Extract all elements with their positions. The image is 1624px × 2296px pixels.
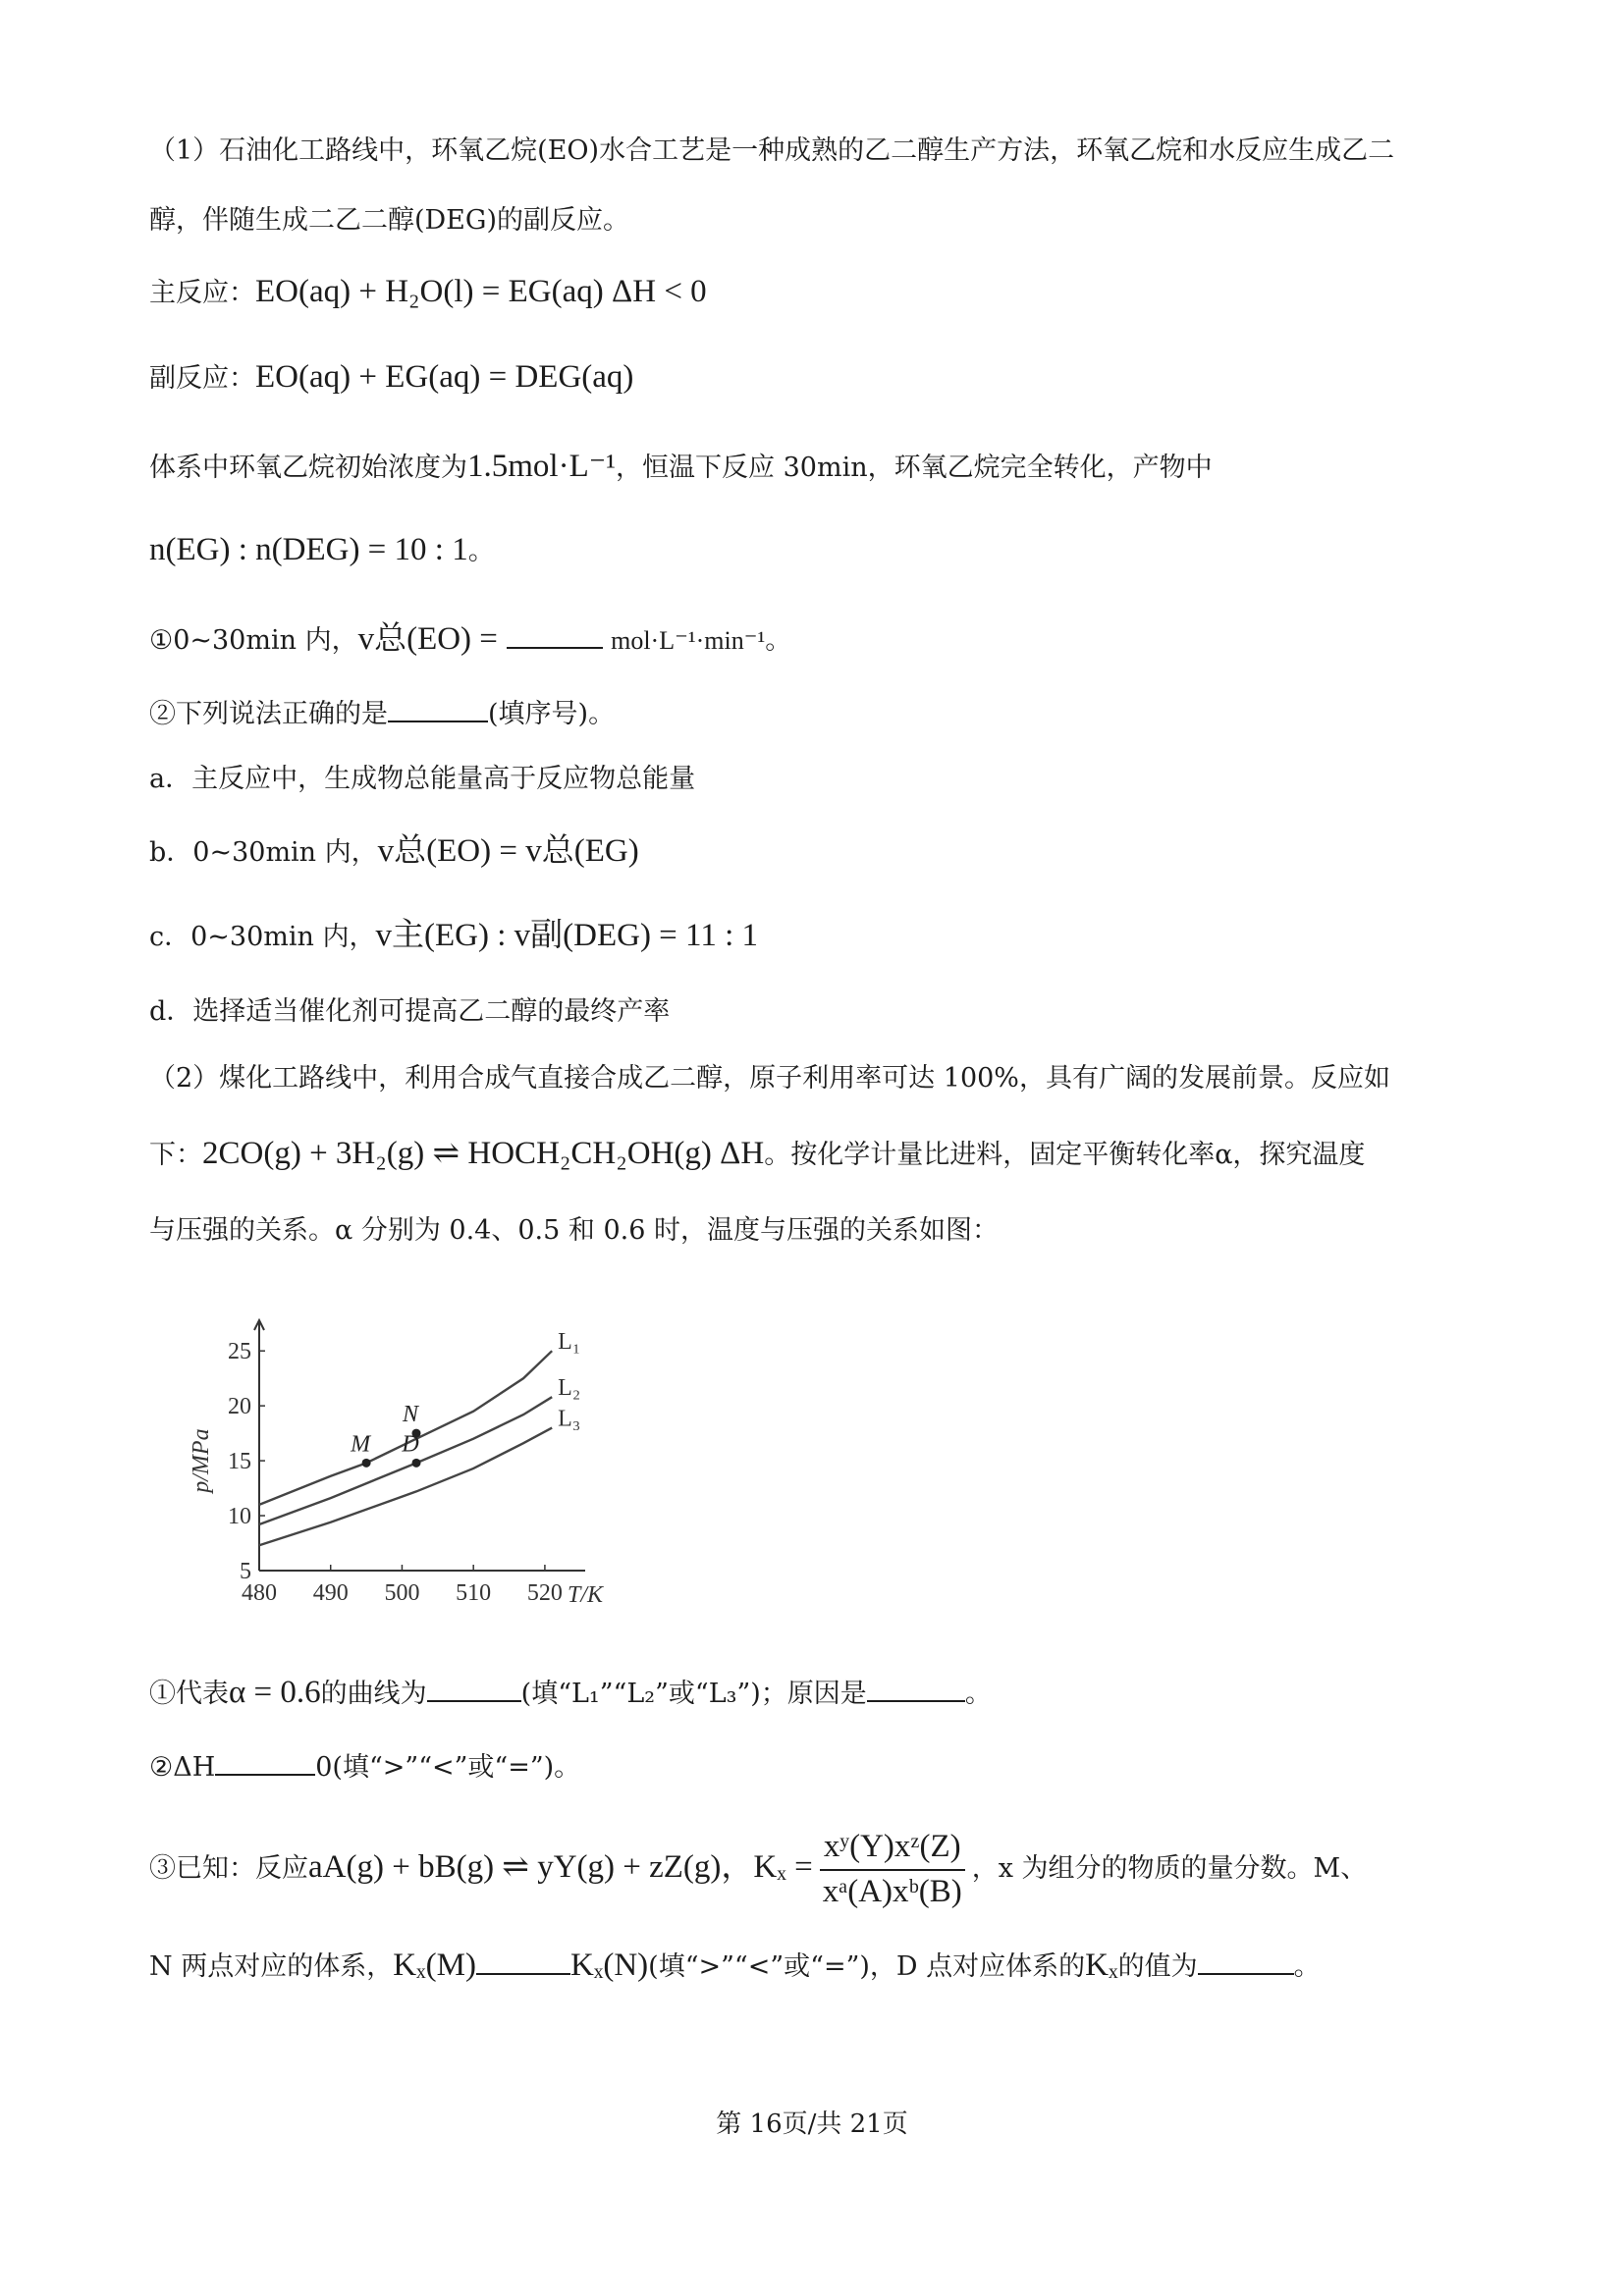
p2-q1-line (149, 1674, 992, 1713)
option-d: d．选择适当催化剂可提高乙二醇的最终产率 (149, 996, 671, 1027)
p2-q1-prefix: ①代表 (149, 1679, 229, 1709)
x-tick-label: 520 (526, 1580, 563, 1606)
point-D (412, 1459, 421, 1468)
p2-q3-line2-suffix: 的值为 (1117, 1951, 1198, 1982)
option-a: a．主反应中，生成物总能量高于反应物总能量 (149, 764, 696, 794)
option-c-prefix: c．0~30min 内， (149, 922, 376, 952)
y-tick-label: 25 (228, 1339, 251, 1365)
main-reaction-label: 主反应： (149, 278, 255, 308)
part1-intro-line2: 醇，伴随生成二乙二醇(DEG)的副反应。 (149, 205, 629, 236)
p2-q3-compare-blank[interactable] (476, 1972, 570, 1975)
point-label-D: D (402, 1431, 419, 1458)
p2-q3-end: 。 (1293, 1951, 1321, 1982)
x-tick-label: 500 (384, 1580, 420, 1606)
p2-q3-value-blank[interactable] (1198, 1972, 1294, 1975)
ratio-end: 。 (467, 536, 495, 566)
side-reaction-label: 副反应： (149, 363, 255, 394)
series-line-1 (259, 1351, 552, 1505)
q2-suffix: (填序号)。 (488, 699, 616, 729)
ratio-equation: n(EG) : n(DEG) = 10 : 1 (149, 532, 468, 567)
p2-q3-line2 (149, 1947, 1321, 1986)
y-axis-label: p/MPa (189, 1428, 214, 1493)
p2-q3-line2-mid: (填“>”“<”或“=”)，D 点对应体系的 (648, 1951, 1086, 1982)
main-reaction-equation: EO(aq) + H₂O(l) = EG(aq) ΔH < 0 (255, 274, 707, 309)
kx-m: Kₓ(M) (393, 1948, 476, 1983)
chart-series (259, 1329, 580, 1545)
point-M (362, 1459, 371, 1468)
q1-expression: v总(EO) = (357, 621, 498, 657)
series-label-1: L₁ (558, 1329, 581, 1356)
p2-q2-line (149, 1752, 580, 1784)
part2-intro-suffix: 。按化学计量比进料，固定平衡转化率α，探究温度 (764, 1140, 1366, 1170)
x-tick-label: 480 (242, 1580, 277, 1606)
p2-q3-suffix: ，x 为组分的物质的量分数。M、 (971, 1853, 1368, 1885)
q2-prefix: ②下列说法正确的是 (149, 699, 388, 729)
y-tick-label: 10 (228, 1504, 251, 1530)
part1-intro-line1: （1）石油化工路线中，环氧乙烷(EO)水合工艺是一种成熟的乙二醇生产方法，环氧乙烷和水反应生成乙二 (149, 135, 1395, 166)
point-label-M: M (351, 1431, 371, 1458)
series-label-2: L₂ (558, 1375, 581, 1402)
y-tick-label: 20 (228, 1394, 251, 1420)
q1-line (149, 620, 791, 660)
condition-text: 体系中环氧乙烷初始浓度为 (149, 453, 467, 483)
pressure-temperature-chart (177, 1276, 628, 1629)
initial-concentration: 1.5mol·L⁻¹ (467, 449, 617, 484)
kx-denominator: xᵃ(A)xᵇ(B) (822, 1873, 962, 1909)
main-reaction (149, 273, 707, 312)
p2-q1-mid: 的曲线为 (320, 1679, 427, 1709)
p2-q3-line2-prefix: N 两点对应的体系， (149, 1951, 394, 1982)
q1-answer-blank[interactable] (507, 646, 603, 649)
p2-q3-kx-label: ，Kₓ = (721, 1849, 813, 1886)
q2-answer-blank[interactable] (388, 720, 488, 722)
y-tick-label: 15 (228, 1449, 251, 1475)
p2-q1-expression: α = 0.6 (229, 1675, 321, 1710)
x-tick-label: 490 (312, 1580, 349, 1606)
part2-intro-line3: 与压强的关系。α 分别为 0.4、0.5 和 0.6 时，温度与压强的关系如图： (149, 1215, 999, 1246)
part2-reaction-equation: 2CO(g) + 3H₂(g) ⇌ HOCH₂CH₂OH(g) ΔH (202, 1136, 765, 1171)
p2-q2-answer-blank[interactable] (215, 1773, 315, 1776)
y-tick-label: 5 (240, 1559, 251, 1584)
condition-text-2: ，恒温下反应 30min，环氧乙烷完全转化，产物中 (616, 453, 1213, 483)
x-axis-label: T/K (568, 1582, 604, 1608)
q2-line (149, 699, 615, 730)
option-b-expression: v总(EO) = v总(EG) (377, 833, 639, 869)
side-reaction (149, 358, 633, 398)
option-c-expression: v主(EG) : v副(DEG) = 11 : 1 (375, 918, 758, 953)
kx-fraction (819, 1828, 966, 1911)
p2-q3-line1 (149, 1828, 1367, 1911)
p2-q1-reason-blank[interactable] (867, 1699, 965, 1702)
q1-unit: mol·L⁻¹·min⁻¹ (611, 626, 766, 655)
q1-end: 。 (765, 625, 792, 656)
part2-intro-line2 (149, 1135, 1365, 1174)
q1-prefix: ①0~30min 内， (149, 625, 358, 656)
chart-points (350, 1402, 420, 1468)
side-reaction-equation: EO(aq) + EG(aq) = DEG(aq) (255, 359, 634, 395)
p2-q1-end: 。 (964, 1679, 992, 1709)
part2-intro-prefix: 下： (149, 1140, 202, 1170)
p2-q1-curve-blank[interactable] (427, 1699, 521, 1702)
option-b-prefix: b．0~30min 内， (149, 837, 378, 868)
p2-q2-prefix: ②ΔH (149, 1752, 216, 1783)
kx-n: Kₓ(N) (569, 1948, 649, 1983)
option-c (149, 917, 758, 956)
p2-q1-choices: (填“L₁”“L₂”或“L₃”)；原因是 (520, 1679, 867, 1709)
point-label-N: N (402, 1402, 419, 1428)
x-tick-label: 510 (456, 1580, 492, 1606)
product-ratio (149, 531, 495, 570)
kx-numerator: xʸ(Y)xᶻ(Z) (820, 1828, 965, 1871)
series-label-3: L₃ (558, 1406, 581, 1432)
p2-q3-reaction: aA(g) + bB(g) ⇌ yY(g) + zZ(g) (308, 1849, 722, 1886)
page-footer: 第 16页/共 21页 (716, 2109, 908, 2139)
chart-axes (189, 1320, 605, 1608)
p2-q3-prefix: ③已知：反应 (149, 1853, 308, 1885)
part2-intro-line1: （2）煤化工路线中，利用合成气直接合成乙二醇，原子利用率可达 100%，具有广阔的发展前景。反应如 (149, 1063, 1390, 1094)
option-b (149, 832, 639, 872)
p2-q2-suffix: 0(填“>”“<”或“=”)。 (315, 1752, 581, 1783)
kx-d: Kₓ (1085, 1948, 1118, 1983)
condition-line (149, 448, 1213, 487)
